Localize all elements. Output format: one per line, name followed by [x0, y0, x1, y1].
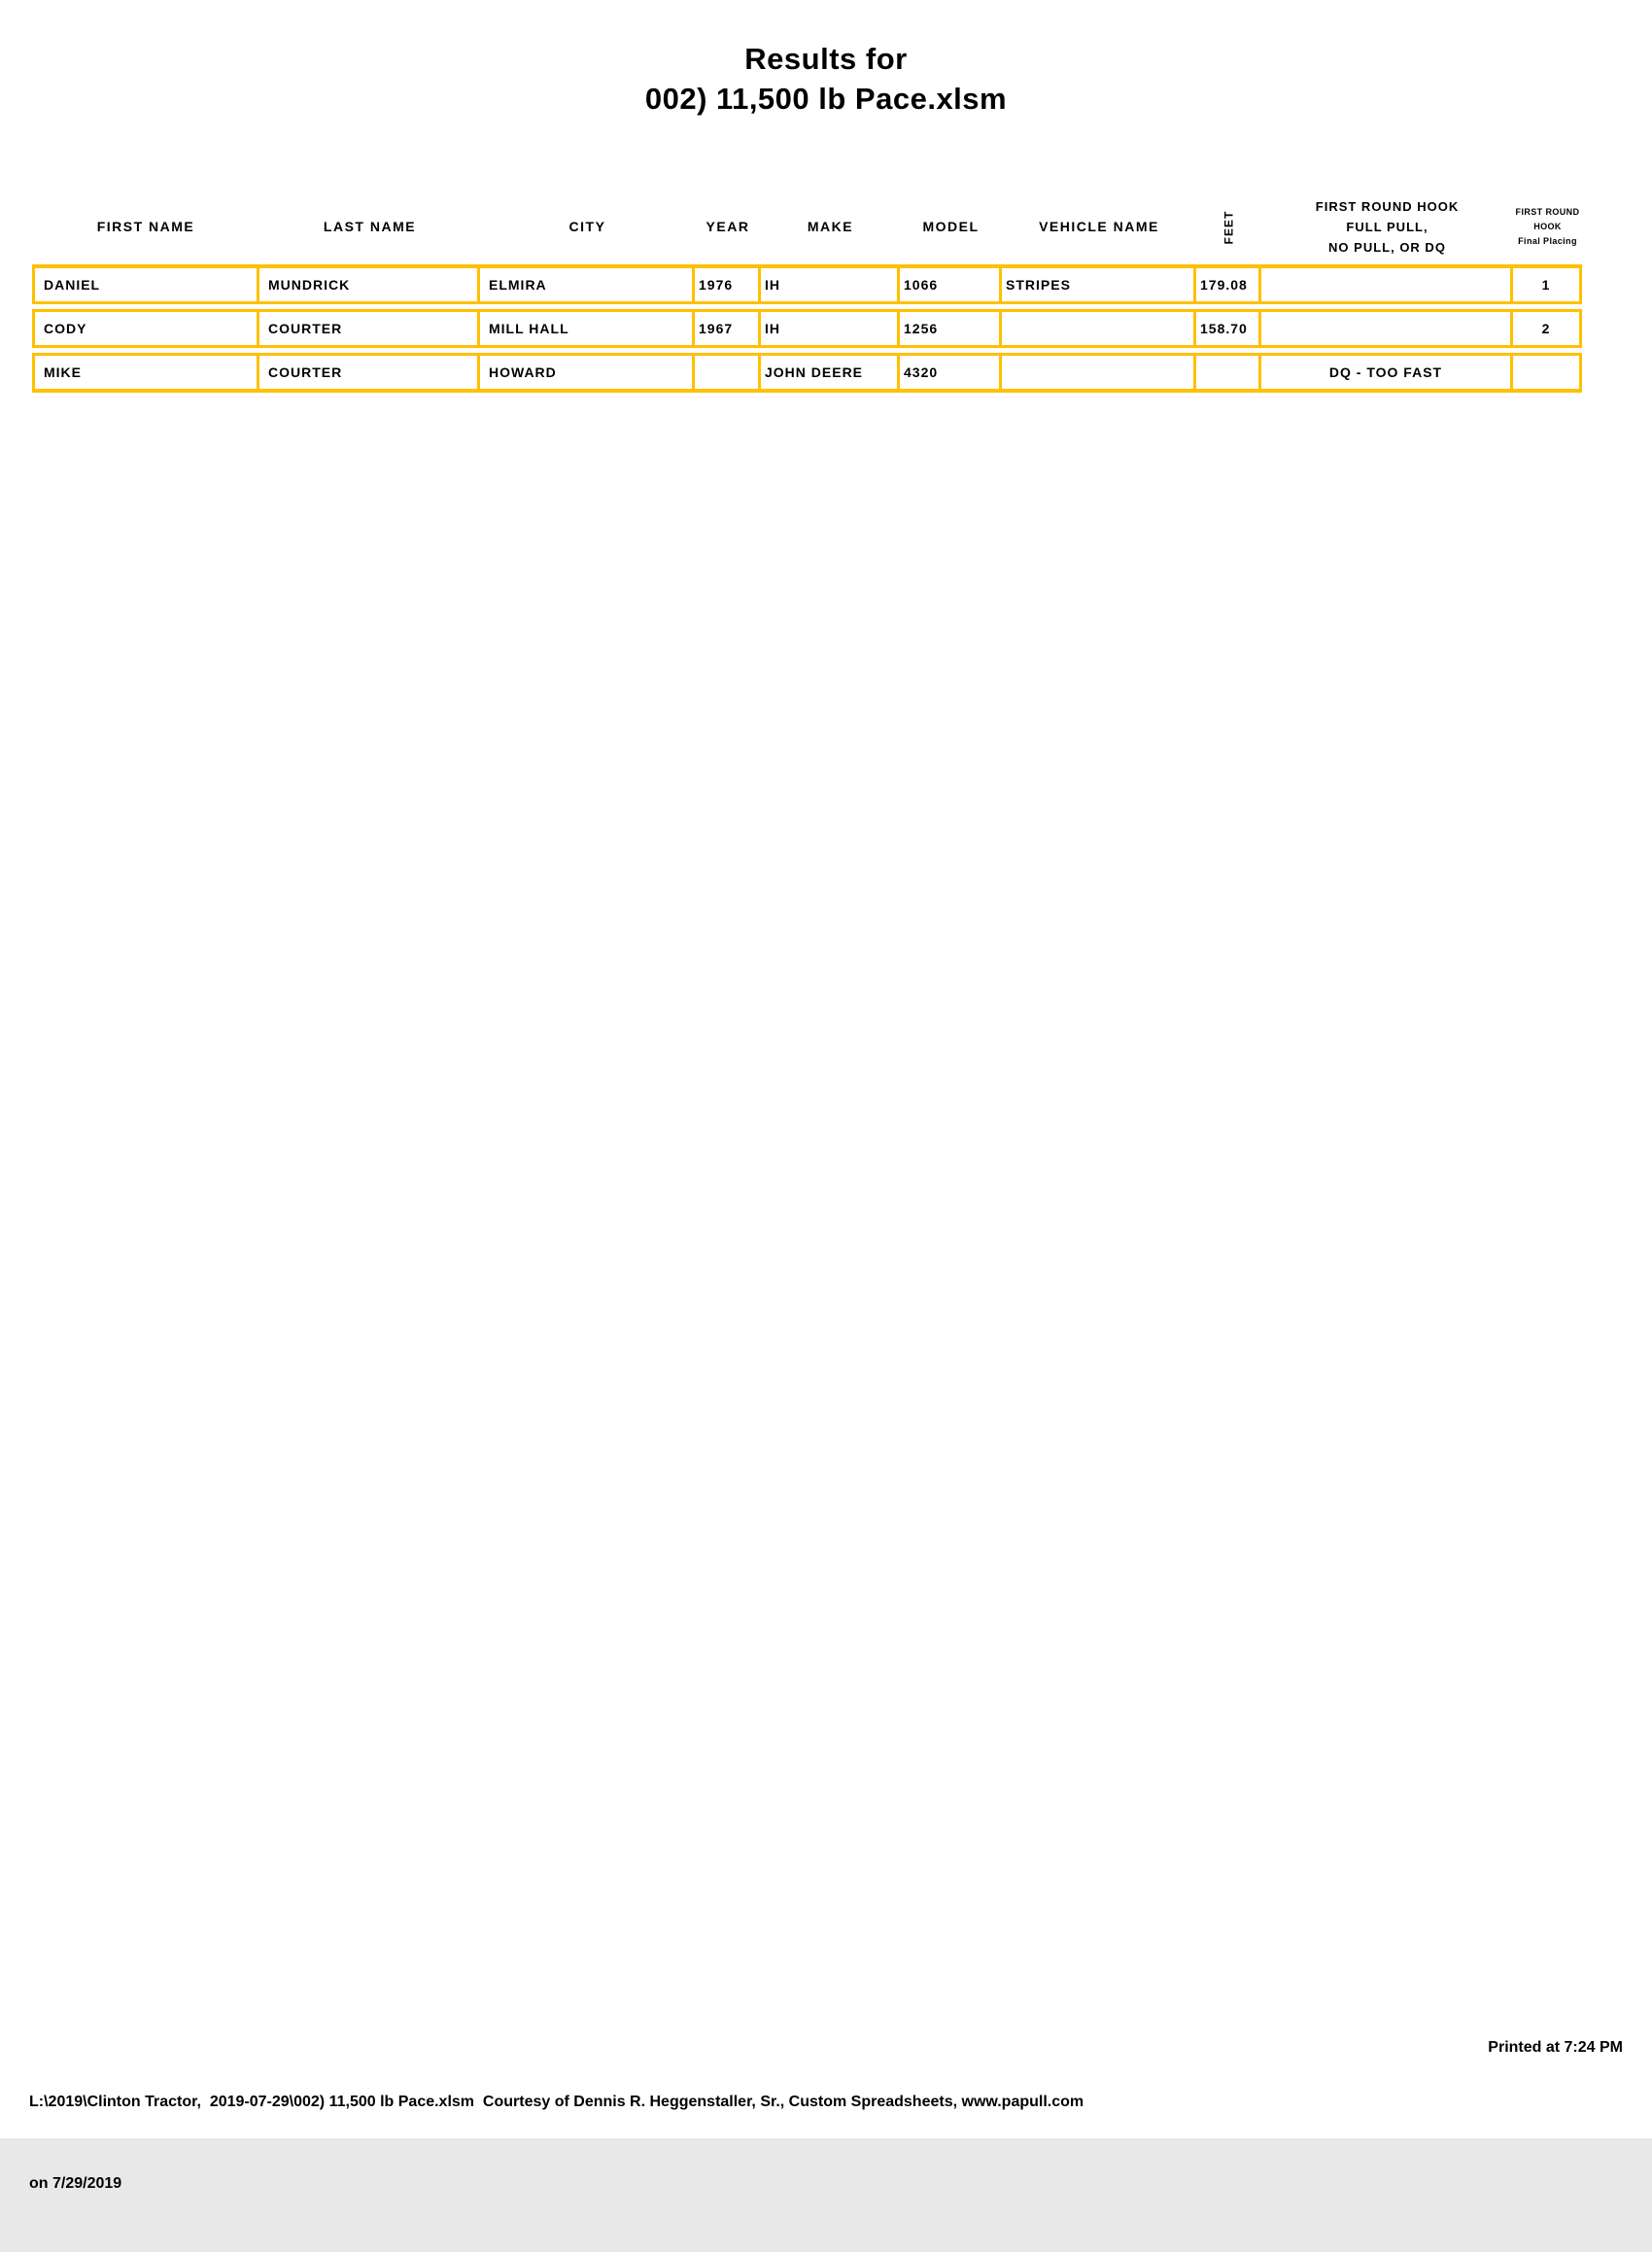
table-row [32, 264, 1582, 304]
cell-last-name: COURTER [259, 312, 480, 345]
cell-final-placing [1513, 356, 1579, 389]
placing-header-line-1: FIRST ROUND [1515, 206, 1580, 217]
cell-city: ELMIRA [480, 268, 695, 301]
cell-make: IH [761, 268, 900, 301]
col-header-make: MAKE [807, 219, 854, 234]
hook-header-line-1: FIRST ROUND HOOK [1315, 198, 1460, 214]
page-title [0, 39, 1652, 119]
footer-left-line-2: on 7/29/2019 [29, 2175, 122, 2192]
cell-last-name: COURTER [259, 356, 480, 389]
cell-year: 1967 [695, 312, 761, 345]
cell-model: 1066 [900, 268, 1002, 301]
placing-header-line-2: HOOK [1533, 221, 1562, 231]
cell-final-placing: 1 [1541, 277, 1551, 293]
cell-city: MILL HALL [480, 312, 695, 345]
cell-final-placing: 2 [1541, 321, 1551, 336]
cell-city: HOWARD [480, 356, 695, 389]
footer-printed-at: Printed at 7:24 PM [1488, 2039, 1623, 2056]
title-line-2: 002) 11,500 lb Pace.xlsm [644, 82, 1008, 116]
footer-left-line-1: L:\2019\Clinton Tractor, 2019-07-29\002) 11,500 lb Pace.xlsm Courtesy of Dennis R. Heggenstaller, Sr., Custom Spreadsheets, www.papull.com [29, 2094, 1084, 2110]
cell-first-name: CODY [35, 312, 259, 345]
cell-feet: 158.70 [1196, 312, 1261, 345]
cell-first-name: MIKE [35, 356, 259, 389]
col-header-year: YEAR [706, 219, 750, 234]
cell-last-name: MUNDRICK [259, 268, 480, 301]
col-header-final-placing [1513, 205, 1582, 249]
hook-header-line-2: FULL PULL, [1346, 219, 1428, 234]
cell-first-name: DANIEL [35, 268, 259, 301]
footer-file-path [29, 2034, 1084, 2252]
col-header-city: CITY [568, 219, 606, 234]
col-header-vehicle-name: VEHICLE NAME [1039, 219, 1159, 234]
results-table [32, 264, 1582, 393]
title-line-1: Results for [744, 42, 908, 76]
table-row [32, 353, 1582, 393]
table-header-row [32, 192, 1582, 260]
cell-feet: 179.08 [1196, 268, 1261, 301]
feet-rotated-label: FEET [1222, 210, 1236, 245]
cell-make: IH [761, 312, 900, 345]
col-header-feet [1196, 210, 1261, 245]
table-row [32, 309, 1582, 348]
cell-vehicle-name: STRIPES [1002, 268, 1196, 301]
col-header-last-name: LAST NAME [323, 219, 417, 234]
cell-first-round-hook: DQ - TOO FAST [1261, 356, 1513, 389]
cell-year: 1976 [695, 268, 761, 301]
col-header-first-round-hook [1261, 196, 1513, 258]
col-header-first-name: FIRST NAME [96, 219, 195, 234]
cell-make: JOHN DEERE [761, 356, 900, 389]
col-header-model: MODEL [922, 219, 980, 234]
page-footer [29, 2034, 1623, 2252]
cell-year [695, 356, 761, 389]
placing-header-line-3: Final Placing [1518, 235, 1577, 246]
cell-model: 1256 [900, 312, 1002, 345]
cell-feet [1196, 356, 1261, 389]
cell-vehicle-name [1002, 356, 1196, 389]
cell-first-round-hook [1261, 312, 1513, 345]
cell-model: 4320 [900, 356, 1002, 389]
cell-first-round-hook [1261, 268, 1513, 301]
hook-header-line-3: NO PULL, OR DQ [1328, 239, 1446, 255]
cell-vehicle-name [1002, 312, 1196, 345]
